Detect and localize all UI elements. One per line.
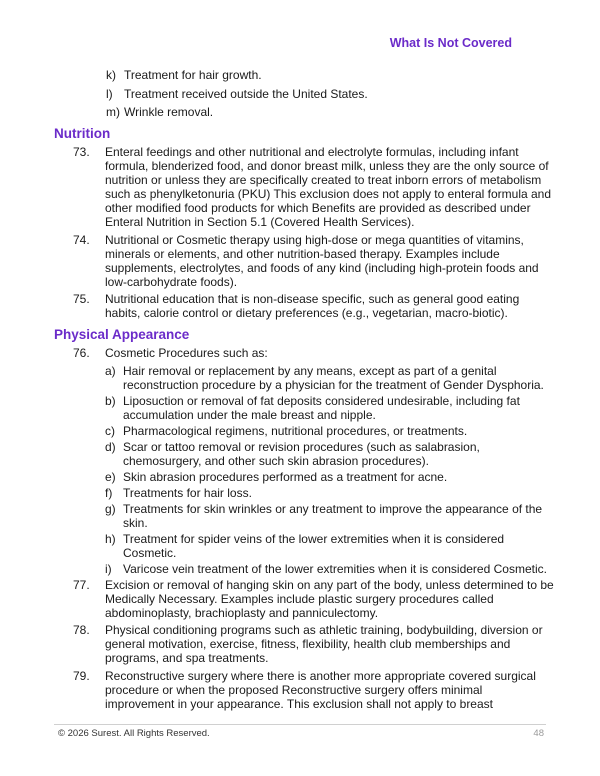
- list-marker: l): [106, 86, 113, 101]
- list-marker: m): [106, 105, 120, 119]
- item-number: 79.: [73, 668, 90, 683]
- running-header-title: What Is Not Covered: [389, 36, 512, 50]
- item-number: 75.: [73, 292, 90, 306]
- list-item-text: Wrinkle removal.: [124, 105, 214, 119]
- list-item: [105, 486, 554, 500]
- cosmetic-procedures-sublist: [105, 364, 554, 576]
- list-item-text: Treatment for spider veins of the lower extremities when it is considered Cosmetic.: [123, 531, 505, 560]
- list-marker: i): [105, 561, 112, 576]
- list-item-text: Varicose vein treatment of the lower extremities when it is considered Cosmetic.: [123, 561, 547, 576]
- list-item: [106, 68, 554, 82]
- section-heading-physical-appearance: Physical Appearance: [54, 327, 190, 342]
- list-item: [105, 470, 554, 484]
- exclusion-item: [54, 623, 554, 665]
- list-item: [105, 424, 554, 438]
- list-item-text: Treatment for hair growth.: [124, 68, 262, 82]
- list-item: [105, 532, 554, 560]
- item-text: Excision or removal of hanging skin on any part of the body, unless determined to be Medically Necessary. Examples include plastic surgery procedures called abdominoplasty, brachioplasty and panniculectomy.: [105, 577, 554, 620]
- list-item-text: Scar or tattoo removal or revision procedures (such as salabrasion, chemosurgery, and other such skin abrasion procedures).: [123, 439, 480, 468]
- list-marker: b): [105, 393, 116, 408]
- item-number: 76.: [73, 346, 90, 360]
- list-item: [105, 364, 554, 392]
- list-item-text: Treatments for hair loss.: [123, 485, 252, 500]
- list-item-text: Treatment received outside the United States.: [124, 86, 368, 101]
- exclusion-item: [54, 233, 554, 289]
- list-item-text: Treatments for skin wrinkles or any treatment to improve the appearance of the skin.: [123, 501, 543, 530]
- exclusion-item: [54, 346, 554, 360]
- list-item: [106, 87, 554, 101]
- item-text: Nutritional education that is non-disease specific, such as general good eating habits, calorie control or dietary preferences (e.g., vegetarian, macro-biotic).: [105, 292, 520, 320]
- item-text: Nutritional or Cosmetic therapy using high-dose or mega quantities of vitamins, minerals or elements, and other nutrition-based therapy. Examples include supplements, electrolytes, and foods of any kind (including high-protein foods and low-carbohydrate foods).: [105, 232, 539, 289]
- item-text: Cosmetic Procedures such as:: [105, 346, 268, 360]
- list-item: [105, 440, 554, 468]
- list-item-text: Pharmacological regimens, nutritional procedures, or treatments.: [123, 423, 468, 438]
- item-text: Reconstructive surgery where there is another more appropriate covered surgical procedure or when the proposed Reconstructive surgery offers minimal improvement in your appearance. This exclusion shall not apply to breast: [105, 668, 536, 711]
- list-item-text: Liposuction or removal of fat deposits considered undesirable, including fat accumulation under the male breast and nipple.: [123, 393, 520, 422]
- list-marker: d): [105, 439, 116, 454]
- section-heading-nutrition: Nutrition: [54, 126, 111, 141]
- list-item: [105, 502, 554, 530]
- list-marker: g): [105, 501, 116, 516]
- continued-sublist: [106, 68, 554, 119]
- list-marker: h): [105, 531, 116, 546]
- page-number: 48: [533, 728, 544, 739]
- exclusion-item: [54, 578, 554, 620]
- item-number: 73.: [73, 145, 90, 159]
- exclusion-item: [54, 669, 554, 711]
- list-marker: a): [105, 363, 116, 378]
- item-number: 74.: [73, 232, 90, 247]
- exclusion-item: [54, 292, 554, 320]
- item-text: Physical conditioning programs such as athletic training, bodybuilding, diversion or general motivation, exercise, fitness, flexibility, health club memberships and programs, and spa treatments.: [105, 623, 543, 665]
- item-text: Enteral feedings and other nutritional and electrolyte formulas, including infant formula, blenderized food, and donor breast milk, unless they are the only source of nutrition or unless they are specifically created to treat inborn errors of metabolism such as phenylketonuria (PKU) This exclusion does not apply to enteral formula and other modified food products for which Benefits are provided as described under Enteral Nutrition in Section 5.1 (Covered Health Services).: [105, 145, 552, 229]
- list-marker: e): [105, 469, 116, 484]
- list-item-text: Hair removal or replacement by any means, except as part of a genital reconstruction procedure by a physician for the treatment of Gender Dysphoria.: [123, 363, 544, 392]
- item-number: 77.: [73, 577, 90, 592]
- footer-copyright: © 2026 Surest. All Rights Reserved.: [58, 728, 210, 739]
- list-item: [106, 105, 554, 119]
- list-marker: c): [105, 423, 115, 438]
- page-content: [54, 68, 554, 714]
- item-number: 78.: [73, 623, 90, 637]
- footer-divider: [54, 724, 546, 725]
- exclusion-item: [54, 145, 554, 229]
- list-marker: k): [106, 68, 116, 82]
- list-item: [105, 562, 554, 576]
- list-marker: f): [105, 485, 113, 500]
- list-item-text: Skin abrasion procedures performed as a treatment for acne.: [123, 469, 448, 484]
- list-item: [105, 394, 554, 422]
